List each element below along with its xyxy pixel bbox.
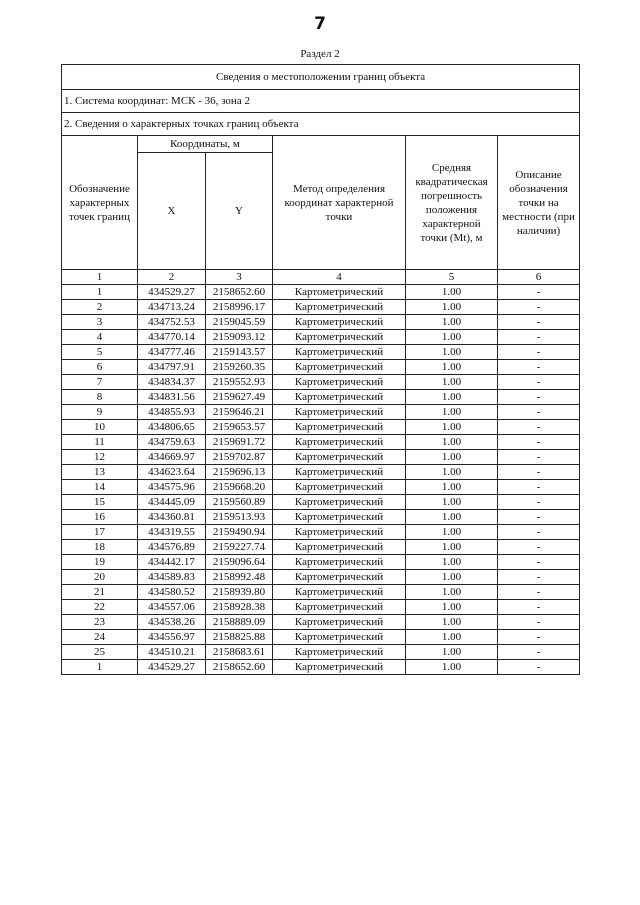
y-coordinate-cell: 2159552.93 (206, 375, 273, 390)
x-coordinate-cell: 434589.83 (138, 570, 206, 585)
x-coordinate-cell: 434713.24 (138, 300, 206, 315)
x-coordinate-cell: 434831.56 (138, 390, 206, 405)
description-cell: - (498, 555, 580, 570)
y-coordinate-cell: 2158992.48 (206, 570, 273, 585)
section-label: Раздел 2 (300, 48, 340, 60)
table-row (62, 285, 580, 300)
description-cell: - (498, 450, 580, 465)
method-cell: Картометрический (273, 525, 406, 540)
x-coordinate-cell: 434575.96 (138, 480, 206, 495)
table-row (62, 525, 580, 540)
x-coordinate-cell: 434538.26 (138, 615, 206, 630)
method-cell: Картометрический (273, 660, 406, 675)
table-row (62, 300, 580, 315)
accuracy-cell: 1.00 (406, 450, 498, 465)
description-cell: - (498, 285, 580, 300)
point-id-cell: 17 (62, 525, 138, 540)
table-row (62, 660, 580, 675)
header-y: Y (206, 153, 273, 270)
header-row-1 (62, 136, 580, 153)
header-coordinates: Координаты, м (138, 136, 273, 153)
table-row (62, 345, 580, 360)
table-row (62, 510, 580, 525)
x-coordinate-cell: 434752.53 (138, 315, 206, 330)
table-row (62, 615, 580, 630)
method-cell: Картометрический (273, 615, 406, 630)
description-cell: - (498, 645, 580, 660)
point-id-cell: 10 (62, 420, 138, 435)
accuracy-cell: 1.00 (406, 510, 498, 525)
accuracy-cell: 1.00 (406, 480, 498, 495)
y-coordinate-cell: 2159646.21 (206, 405, 273, 420)
x-coordinate-cell: 434556.97 (138, 630, 206, 645)
point-id-cell: 23 (62, 615, 138, 630)
accuracy-cell: 1.00 (406, 540, 498, 555)
accuracy-cell: 1.00 (406, 345, 498, 360)
points-heading: 2. Сведения о характерных точках границ объекта (62, 113, 580, 136)
point-id-cell: 5 (62, 345, 138, 360)
point-id-cell: 2 (62, 300, 138, 315)
points-heading-row (62, 113, 580, 136)
y-coordinate-cell: 2159490.94 (206, 525, 273, 540)
header-accuracy: Средняя квадратическая погрешность положения характерной точки (Mt), м (406, 136, 498, 270)
coordinate-system-row (62, 90, 580, 113)
x-coordinate-cell: 434557.06 (138, 600, 206, 615)
y-coordinate-cell: 2158825.88 (206, 630, 273, 645)
y-coordinate-cell: 2159627.49 (206, 390, 273, 405)
point-id-cell: 13 (62, 465, 138, 480)
column-number: 4 (273, 270, 406, 285)
table-row (62, 435, 580, 450)
method-cell: Картометрический (273, 570, 406, 585)
accuracy-cell: 1.00 (406, 660, 498, 675)
description-cell: - (498, 480, 580, 495)
description-cell: - (498, 660, 580, 675)
y-coordinate-cell: 2159143.57 (206, 345, 273, 360)
point-id-cell: 4 (62, 330, 138, 345)
description-cell: - (498, 570, 580, 585)
y-coordinate-cell: 2159560.89 (206, 495, 273, 510)
point-id-cell: 19 (62, 555, 138, 570)
accuracy-cell: 1.00 (406, 495, 498, 510)
point-id-cell: 18 (62, 540, 138, 555)
header-x: X (138, 153, 206, 270)
method-cell: Картометрический (273, 330, 406, 345)
method-cell: Картометрический (273, 585, 406, 600)
point-id-cell: 21 (62, 585, 138, 600)
x-coordinate-cell: 434360.81 (138, 510, 206, 525)
table-row (62, 630, 580, 645)
column-number-row (62, 270, 580, 285)
method-cell: Картометрический (273, 375, 406, 390)
x-coordinate-cell: 434576.89 (138, 540, 206, 555)
point-id-cell: 22 (62, 600, 138, 615)
table-row (62, 480, 580, 495)
accuracy-cell: 1.00 (406, 555, 498, 570)
table-row (62, 465, 580, 480)
y-coordinate-cell: 2158652.60 (206, 285, 273, 300)
header-description: Описание обозначения точки на местности (при наличии) (498, 136, 580, 270)
table-title-row (62, 65, 580, 90)
description-cell: - (498, 615, 580, 630)
table-row (62, 450, 580, 465)
y-coordinate-cell: 2158889.09 (206, 615, 273, 630)
method-cell: Картометрический (273, 435, 406, 450)
y-coordinate-cell: 2159260.35 (206, 360, 273, 375)
method-cell: Картометрический (273, 645, 406, 660)
table-row (62, 405, 580, 420)
accuracy-cell: 1.00 (406, 615, 498, 630)
description-cell: - (498, 360, 580, 375)
x-coordinate-cell: 434319.55 (138, 525, 206, 540)
accuracy-cell: 1.00 (406, 315, 498, 330)
accuracy-cell: 1.00 (406, 585, 498, 600)
description-cell: - (498, 540, 580, 555)
description-cell: - (498, 510, 580, 525)
table-row (62, 570, 580, 585)
x-coordinate-cell: 434797.91 (138, 360, 206, 375)
y-coordinate-cell: 2158683.61 (206, 645, 273, 660)
accuracy-cell: 1.00 (406, 360, 498, 375)
description-cell: - (498, 465, 580, 480)
method-cell: Картометрический (273, 555, 406, 570)
point-id-cell: 3 (62, 315, 138, 330)
x-coordinate-cell: 434669.97 (138, 450, 206, 465)
y-coordinate-cell: 2159653.57 (206, 420, 273, 435)
method-cell: Картометрический (273, 345, 406, 360)
description-cell: - (498, 375, 580, 390)
table-row (62, 330, 580, 345)
accuracy-cell: 1.00 (406, 570, 498, 585)
description-cell: - (498, 495, 580, 510)
accuracy-cell: 1.00 (406, 330, 498, 345)
page-number: 7 (314, 14, 326, 34)
table-row (62, 375, 580, 390)
boundary-points-table (61, 64, 580, 675)
method-cell: Картометрический (273, 540, 406, 555)
description-cell: - (498, 525, 580, 540)
table-row (62, 540, 580, 555)
coordinate-system: 1. Система координат: МСК - 36, зона 2 (62, 90, 580, 113)
accuracy-cell: 1.00 (406, 525, 498, 540)
description-cell: - (498, 300, 580, 315)
point-id-cell: 9 (62, 405, 138, 420)
column-number: 5 (406, 270, 498, 285)
accuracy-cell: 1.00 (406, 405, 498, 420)
x-coordinate-cell: 434529.27 (138, 285, 206, 300)
y-coordinate-cell: 2159513.93 (206, 510, 273, 525)
accuracy-cell: 1.00 (406, 435, 498, 450)
y-coordinate-cell: 2159045.59 (206, 315, 273, 330)
y-coordinate-cell: 2159227.74 (206, 540, 273, 555)
table-row (62, 495, 580, 510)
table-row (62, 420, 580, 435)
description-cell: - (498, 630, 580, 645)
x-coordinate-cell: 434770.14 (138, 330, 206, 345)
y-coordinate-cell: 2159093.12 (206, 330, 273, 345)
method-cell: Картометрический (273, 450, 406, 465)
x-coordinate-cell: 434442.17 (138, 555, 206, 570)
method-cell: Картометрический (273, 465, 406, 480)
accuracy-cell: 1.00 (406, 285, 498, 300)
y-coordinate-cell: 2158652.60 (206, 660, 273, 675)
x-coordinate-cell: 434580.52 (138, 585, 206, 600)
description-cell: - (498, 600, 580, 615)
y-coordinate-cell: 2159691.72 (206, 435, 273, 450)
description-cell: - (498, 390, 580, 405)
method-cell: Картометрический (273, 405, 406, 420)
y-coordinate-cell: 2158939.80 (206, 585, 273, 600)
point-id-cell: 20 (62, 570, 138, 585)
description-cell: - (498, 420, 580, 435)
method-cell: Картометрический (273, 600, 406, 615)
method-cell: Картометрический (273, 390, 406, 405)
description-cell: - (498, 345, 580, 360)
x-coordinate-cell: 434855.93 (138, 405, 206, 420)
table-title: Сведения о местоположении границ объекта (62, 65, 580, 90)
point-id-cell: 7 (62, 375, 138, 390)
method-cell: Картометрический (273, 510, 406, 525)
x-coordinate-cell: 434445.09 (138, 495, 206, 510)
y-coordinate-cell: 2158996.17 (206, 300, 273, 315)
table-row (62, 645, 580, 660)
table-row (62, 390, 580, 405)
description-cell: - (498, 405, 580, 420)
accuracy-cell: 1.00 (406, 300, 498, 315)
point-id-cell: 15 (62, 495, 138, 510)
x-coordinate-cell: 434510.21 (138, 645, 206, 660)
point-id-cell: 11 (62, 435, 138, 450)
y-coordinate-cell: 2159096.64 (206, 555, 273, 570)
column-number: 6 (498, 270, 580, 285)
table-row (62, 600, 580, 615)
method-cell: Картометрический (273, 630, 406, 645)
header-designation: Обозначение характерных точек границ (62, 136, 138, 270)
column-number: 3 (206, 270, 273, 285)
accuracy-cell: 1.00 (406, 390, 498, 405)
x-coordinate-cell: 434759.63 (138, 435, 206, 450)
table-row (62, 360, 580, 375)
y-coordinate-cell: 2159702.87 (206, 450, 273, 465)
method-cell: Картометрический (273, 480, 406, 495)
method-cell: Картометрический (273, 360, 406, 375)
point-id-cell: 1 (62, 660, 138, 675)
point-id-cell: 16 (62, 510, 138, 525)
column-number: 2 (138, 270, 206, 285)
description-cell: - (498, 435, 580, 450)
x-coordinate-cell: 434806.65 (138, 420, 206, 435)
point-id-cell: 12 (62, 450, 138, 465)
accuracy-cell: 1.00 (406, 600, 498, 615)
description-cell: - (498, 330, 580, 345)
table-row (62, 555, 580, 570)
method-cell: Картометрический (273, 315, 406, 330)
accuracy-cell: 1.00 (406, 375, 498, 390)
point-id-cell: 8 (62, 390, 138, 405)
point-id-cell: 1 (62, 285, 138, 300)
y-coordinate-cell: 2159696.13 (206, 465, 273, 480)
point-id-cell: 25 (62, 645, 138, 660)
table-row (62, 315, 580, 330)
x-coordinate-cell: 434623.64 (138, 465, 206, 480)
accuracy-cell: 1.00 (406, 645, 498, 660)
description-cell: - (498, 585, 580, 600)
point-id-cell: 14 (62, 480, 138, 495)
point-id-cell: 6 (62, 360, 138, 375)
x-coordinate-cell: 434834.37 (138, 375, 206, 390)
header-method: Метод определения координат характерной точки (273, 136, 406, 270)
y-coordinate-cell: 2158928.38 (206, 600, 273, 615)
method-cell: Картометрический (273, 420, 406, 435)
column-number: 1 (62, 270, 138, 285)
accuracy-cell: 1.00 (406, 420, 498, 435)
method-cell: Картометрический (273, 495, 406, 510)
accuracy-cell: 1.00 (406, 465, 498, 480)
method-cell: Картометрический (273, 285, 406, 300)
description-cell: - (498, 315, 580, 330)
x-coordinate-cell: 434529.27 (138, 660, 206, 675)
point-id-cell: 24 (62, 630, 138, 645)
accuracy-cell: 1.00 (406, 630, 498, 645)
y-coordinate-cell: 2159668.20 (206, 480, 273, 495)
x-coordinate-cell: 434777.46 (138, 345, 206, 360)
method-cell: Картометрический (273, 300, 406, 315)
table-row (62, 585, 580, 600)
